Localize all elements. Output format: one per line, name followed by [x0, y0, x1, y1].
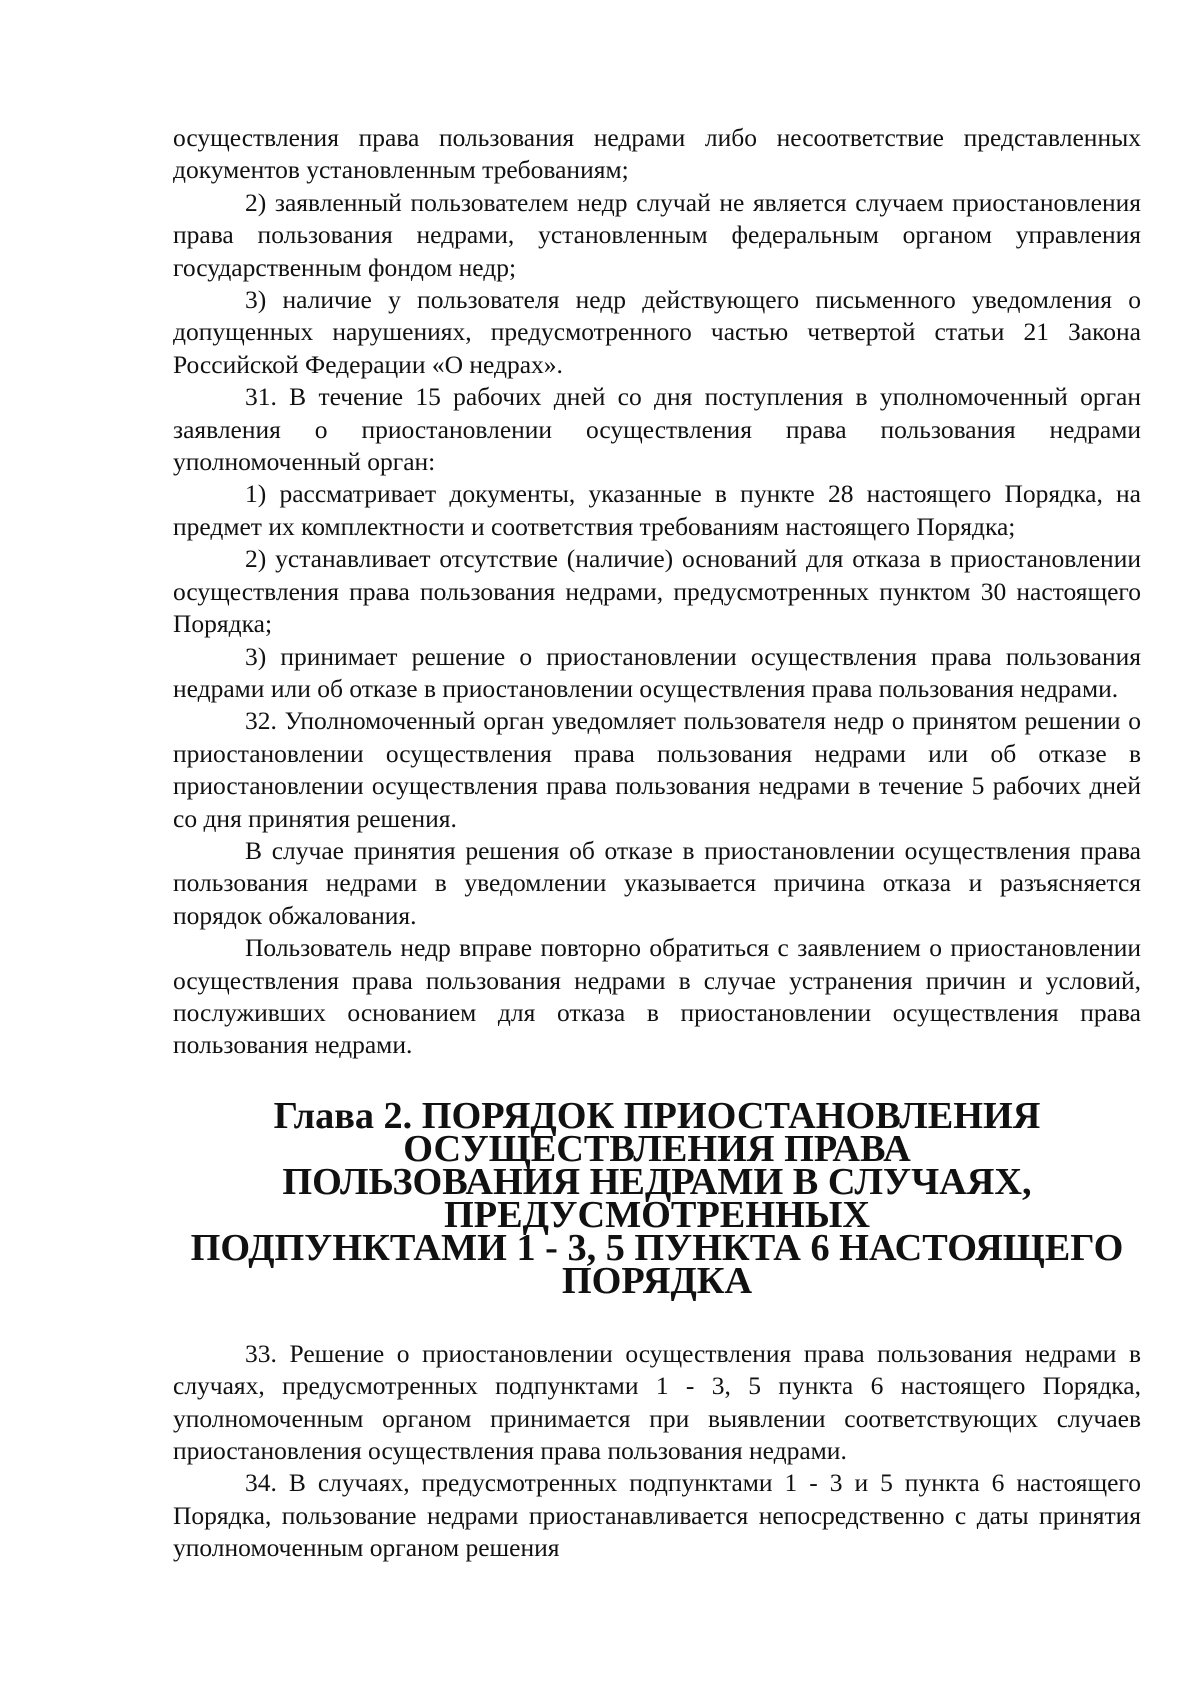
paragraph-34: 34. В случаях, предусмотренных подпунктами 1 - 3 и 5 пункта 6 настоящего Порядка, пользование недрами приостанавливается непосредственно с даты принятия уполномоченным органом решения [173, 1468, 1141, 1563]
paragraph-31-item-1: 1) рассматривает документы, указанные в пункте 28 настоящего Порядка, на предмет их комплектности и соответствия требованиям настоящего Порядка; [173, 479, 1141, 541]
paragraph-continuation: осуществления права пользования недрами либо несоответствие представленных документов установленным требованиям; [173, 123, 1141, 185]
paragraph-item-3-notification: 3) наличие у пользователя недр действующего письменного уведомления о допущенных нарушениях, предусмотренного частью четвертой статьи 21 Закона Российской Федерации «О недрах». [173, 285, 1141, 379]
paragraph-33: 33. Решение о приостановлении осуществления права пользования недрами в случаях, предусмотренных подпунктами 1 - 3, 5 пункта 6 настоящего Порядка, уполномоченным органом принимается при выявлении соответствующих случаев приостановления осуществления права пользования недрами. [173, 1338, 1141, 1465]
document-page [173, 122, 1141, 1565]
paragraph-32-reapply: Пользователь недр вправе повторно обратиться с заявлением о приостановлении осуществления права пользования недрами в случае устранения причин и условий, послуживших основанием для отказа в приостановлении осуществления права пользования недрами. [173, 933, 1141, 1060]
chapter-heading-line-3: ПОДПУНКТАМИ 1 - 3, 5 ПУНКТА 6 НАСТОЯЩЕГО ПОРЯДКА [190, 1226, 1124, 1302]
paragraph-item-2-declared-case: 2) заявленный пользователем недр случай не является случаем приостановления права пользования недрами, установленным федеральным органом управления государственным фондом недр; [173, 187, 1141, 282]
chapter-heading-line-2: ПОЛЬЗОВАНИЯ НЕДРАМИ В СЛУЧАЯХ, ПРЕДУСМОТРЕННЫХ [282, 1160, 1032, 1236]
paragraph-31-item-3: 3) принимает решение о приостановлении осуществления права пользования недрами или об отказе в приостановлении осуществления права пользования недрами. [173, 641, 1141, 703]
chapter-heading-line-1: Глава 2. ПОРЯДОК ПРИОСТАНОВЛЕНИЯ ОСУЩЕСТВЛЕНИЯ ПРАВА [273, 1094, 1041, 1170]
chapter-heading [173, 1094, 1141, 1302]
paragraph-32: 32. Уполномоченный орган уведомляет пользователя недр о принятом решении о приостановлении осуществления права пользования недрами или об отказе в приостановлении осуществления права пользования недрами в течение 5 рабочих дней со дня принятия решения. [173, 706, 1141, 833]
paragraph-31-item-2: 2) устанавливает отсутствие (наличие) оснований для отказа в приостановлении осуществления права пользования недрами, предусмотренных пунктом 30 настоящего Порядка; [173, 544, 1141, 639]
paragraph-32-refusal: В случае принятия решения об отказе в приостановлении осуществления права пользования недрами в уведомлении указывается причина отказа и разъясняется порядок обжалования. [173, 835, 1141, 930]
paragraph-31: 31. В течение 15 рабочих дней со дня поступления в уполномоченный орган заявления о приостановлении осуществления права пользования недрами уполномоченный орган: [173, 382, 1141, 477]
